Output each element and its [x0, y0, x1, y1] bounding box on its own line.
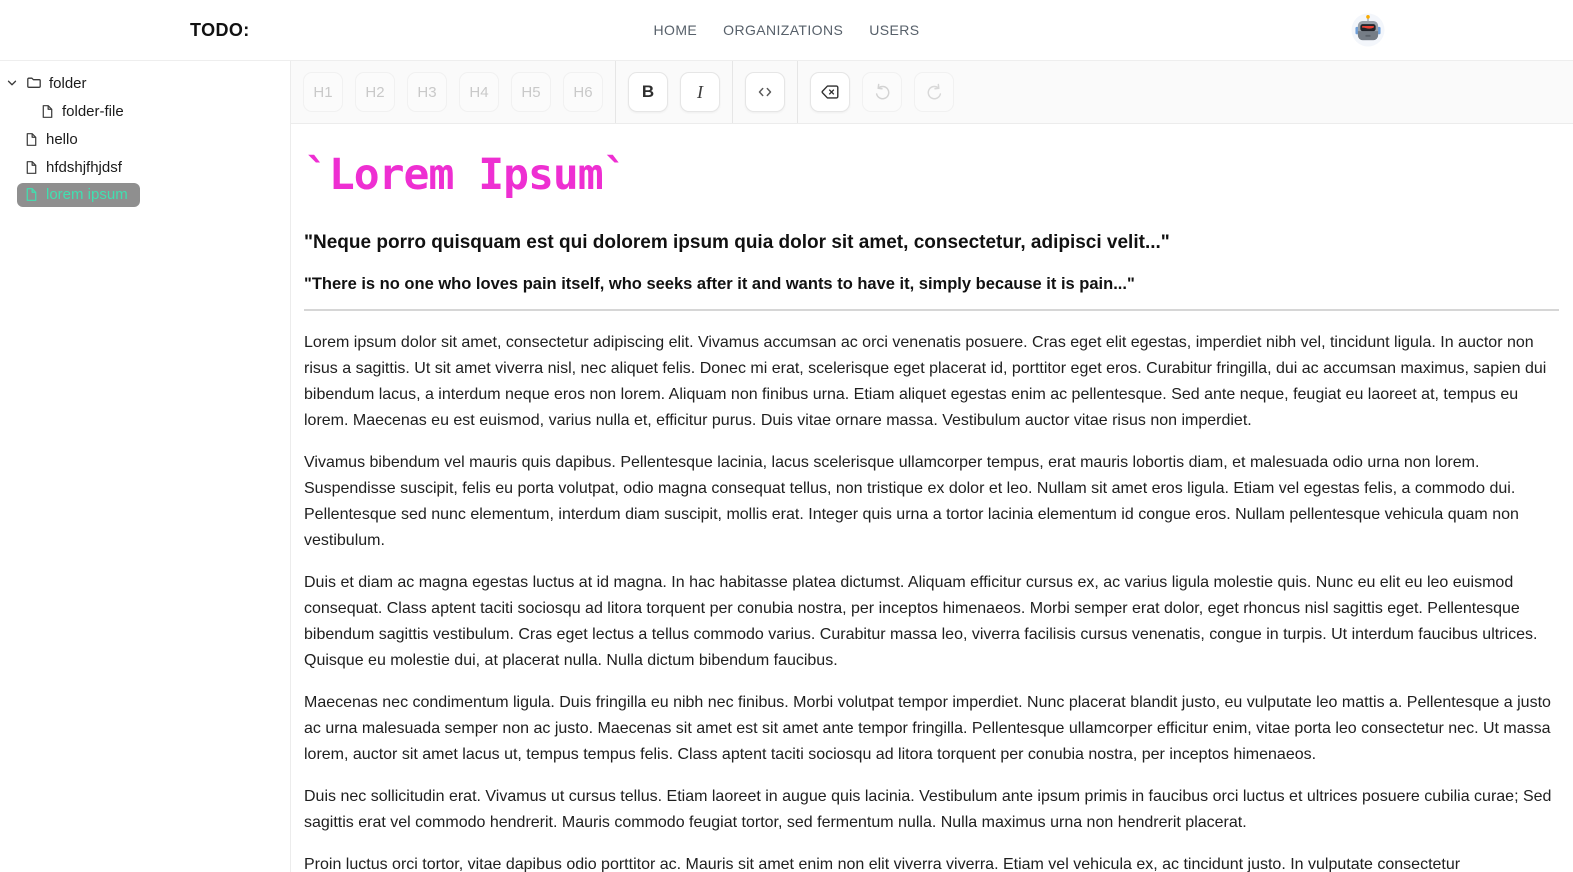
quote-subheading: "There is no one who loves pain itself, who seeks after it and wants to have it, simply because it is pain..." — [304, 275, 1135, 293]
horizontal-rule — [304, 309, 1559, 311]
undo-button[interactable] — [862, 72, 902, 112]
body-paragraph: Duis nec sollicitudin erat. Vivamus ut cursus tellus. Etiam laoreet in augue quis lacinia. Vestibulum ante ipsum primis in faucibus orci luctus et ultrices posuere cubilia curae; Sed sagittis erat vel commodo hendrerit. Mauris commodo feugiat tortor, sed fermentum nulla. Nulla maximus urna non hendrerit placerat. — [304, 788, 1552, 831]
tree-item-hello[interactable] — [0, 125, 290, 153]
editor-pane — [291, 61, 1573, 872]
tree-item-label: hello — [46, 130, 78, 148]
nav-link-users[interactable]: USERS — [869, 22, 920, 38]
delete-button[interactable] — [810, 72, 850, 112]
toolbar-divider — [615, 61, 616, 123]
nav-link-organizations[interactable]: ORGANIZATIONS — [723, 22, 844, 38]
body-paragraph: Vivamus bibendum vel mauris quis dapibus. Pellentesque lacinia, lacus scelerisque ullamcorper tempus, erat mauris lobortis diam, et malesuada odio urna non lorem. Suspendisse suscipit, felis eu porta volutpat, odio magna consequat tellus, non tristique ex dolor et leo. Nullam sit amet eros ligula. Etiam vel egestas felis, a commodo dui. Pellentesque sed nunc elementum, interdum diam suscipit, mollis erat. Integer quis urna a tortor lacinia elementum id congue eros. Nullam pellentesque vehicula quam non vestibulum. — [304, 454, 1519, 549]
quote-heading: "Neque porro quisquam est qui dolorem ipsum quia dolor sit amet, consectetur, adipisci velit..." — [304, 232, 1170, 253]
h3-button[interactable]: H3 — [407, 72, 447, 112]
body-paragraph: Proin luctus orci tortor, vitae dapibus odio porttitor ac. Mauris sit amet enim non elit viverra viverra. Etiam vel vehicula ex, ac tincidunt justo. In vulputate consectetur — [304, 856, 1461, 872]
folder-icon — [26, 75, 42, 91]
tree-item-lorem-ipsum-selected[interactable] — [0, 181, 290, 209]
code-button[interactable] — [745, 72, 785, 112]
h6-button[interactable]: H6 — [563, 72, 603, 112]
h2-button[interactable]: H2 — [355, 72, 395, 112]
redo-button[interactable] — [914, 72, 954, 112]
chevron-down-icon — [5, 76, 19, 90]
toolbar-divider — [732, 61, 733, 123]
code-icon — [754, 81, 776, 103]
h5-button[interactable]: H5 — [511, 72, 551, 112]
tree-item-folder[interactable] — [0, 69, 290, 97]
file-icon — [24, 132, 39, 147]
file-icon — [24, 187, 39, 202]
app-title: TODO: — [190, 19, 250, 40]
toolbar-divider — [797, 61, 798, 123]
backspace-icon — [819, 81, 841, 103]
document-editor-area[interactable] — [291, 124, 1573, 872]
body-paragraph: Duis et diam ac magna egestas luctus at id magna. In hac habitasse platea dictumst. Aliquam efficitur cursus ex, ac varius ligula molestie quis. Nunc eu elit eu leo euismod consequat. Class aptent taciti sociosqu ad litora torquent per conubia nostra, per inceptos himenaeos. Morbi semper erat dolor, eget rhoncus nisl sagittis eget. Pellentesque bibendum sagittis vestibulum. Cras eget lectus a tellus commodo varius. Curabitur massa leo, viverra facilisis cursus venenatis, congue in turpis. Ut interdum faucibus ultrices. Quisque eu molestie dui, at placerat nulla. Nulla dictum bibendum faucibus. — [304, 574, 1538, 669]
navbar — [0, 0, 1573, 61]
tree-item-label: hfdshjfhjdsf — [46, 158, 122, 176]
tree-item-folder-file[interactable] — [0, 97, 290, 125]
file-tree-sidebar — [0, 61, 291, 872]
italic-button[interactable]: I — [680, 72, 720, 112]
selected-file-pill — [17, 183, 140, 207]
redo-icon — [924, 82, 945, 103]
undo-icon — [872, 82, 893, 103]
tree-item-hfdshjfhjdsf[interactable] — [0, 153, 290, 181]
file-icon — [40, 104, 55, 119]
body-paragraph: Lorem ipsum dolor sit amet, consectetur adipiscing elit. Vivamus accumsan ac orci venenatis posuere. Cras eget elit egestas, imperdiet nibh vel, tincidunt ligula. In auctor non risus a sagittis. Ut sit amet viverra nisl, nec aliquet felis. Donec mi erat, scelerisque eget placerat id, porttitor eget eros. Curabitur fringilla, dui ac accumsan maximus, sapien dui bibendum lacus, a interdum neque eros non lorem. Aliquam non finibus urna. Etiam aliquet egestas enim ac pellentesque. Sed ante neque, feugiat eu laoreet at, tempus eu lorem. Maecenas eu est euismod, varius nulla et, efficitur purus. Duis vitae ornare massa. Vestibulum auctor vitae risus non imperdiet. — [304, 334, 1547, 429]
editor-toolbar — [291, 61, 1573, 124]
h4-button[interactable]: H4 — [459, 72, 499, 112]
file-icon — [24, 160, 39, 175]
bold-button[interactable]: B — [628, 72, 668, 112]
h1-button[interactable]: H1 — [303, 72, 343, 112]
tree-item-label: folder — [49, 74, 87, 92]
tree-item-label: lorem ipsum — [46, 186, 128, 203]
body-paragraph: Maecenas nec condimentum ligula. Duis fringilla eu nibh nec finibus. Morbi volutpat tempor imperdiet. Nunc placerat blandit justo, eu vulputate leo mattis a. Pellentesque a justo ac urna malesuada semper non ac justo. Maecenas sit amet est sit amet ante tempor fringilla. Pellentesque ullamcorper efficitur enim, vitae porta leo consectetur nec. Ut massa lorem, auctor sit amet lacus ut, tempus tempus felis. Class aptent taciti sociosqu ad litora torquent per conubia nostra, per inceptos himenaeos. — [304, 694, 1551, 763]
tree-item-label: folder-file — [62, 102, 124, 120]
document-title: `Lorem Ipsum` — [304, 150, 628, 200]
nav-link-home[interactable]: HOME — [653, 22, 698, 38]
robot-avatar-icon[interactable] — [1351, 13, 1385, 47]
main-nav — [654, 22, 920, 38]
